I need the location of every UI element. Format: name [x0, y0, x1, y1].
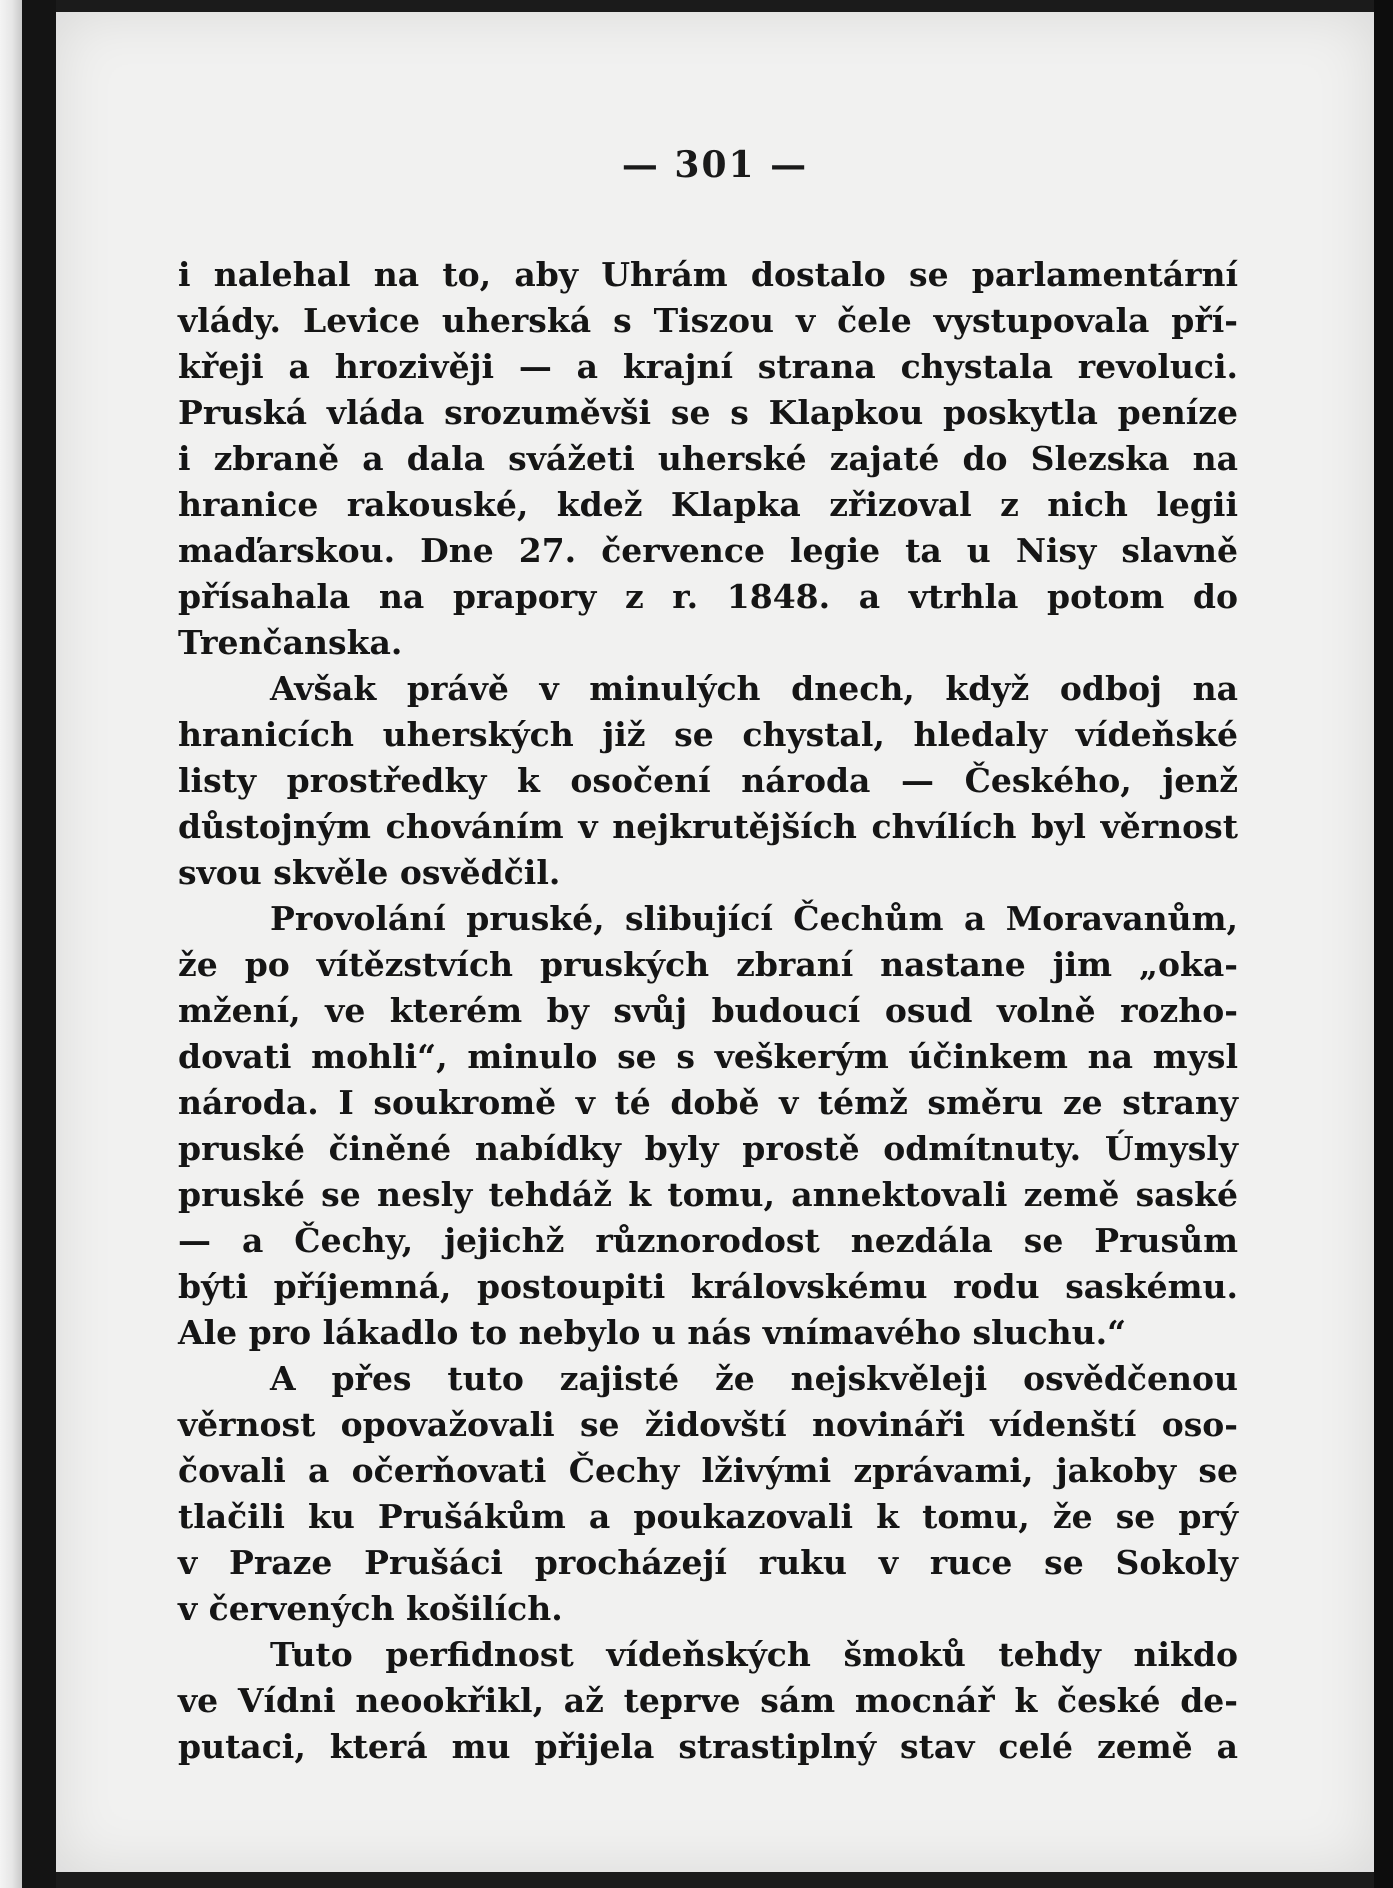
text-line: pruské se nesly tehdáž k tomu, annektovali země saské — [178, 1175, 1238, 1214]
text-line: hranicích uherských již se chystal, hledaly vídeňské — [178, 715, 1238, 754]
text-line: býti příjemná, postoupiti královskému rodu saskému. — [178, 1267, 1238, 1306]
text-line: že po vítězstvích pruských zbraní nastane jim „oka- — [178, 945, 1238, 984]
text-line: svou skvěle osvědčil. — [178, 853, 561, 892]
text-line: Pruská vláda srozuměvši se s Klapkou poskytla peníze — [178, 393, 1238, 432]
text-line: Avšak právě v minulých dnech, když odboj na — [270, 669, 1238, 708]
text-line: Provolání pruské, slibující Čechům a Moravanům, — [270, 899, 1238, 938]
text-line: mžení, ve kterém by svůj budoucí osud volně rozho- — [178, 991, 1238, 1030]
text-line: přísahala na prapory z r. 1848. a vtrhla potom do — [178, 577, 1238, 616]
page-number: — 301 — — [621, 144, 809, 186]
text-line: ve Vídni neookřikl, až teprve sám mocnář k české de- — [178, 1681, 1238, 1720]
text-line: maďarskou. Dne 27. července legie ta u Nisy slavně — [178, 531, 1238, 570]
text-line: pruské činěné nabídky byly prostě odmítnuty. Úmysly — [178, 1129, 1238, 1168]
text-line: Tuto perfidnost vídeňských šmoků tehdy nikdo — [270, 1635, 1238, 1674]
text-line: A přes tuto zajisté že nejskvěleji osvědčenou — [270, 1359, 1238, 1398]
text-line: i nalehal na to, aby Uhrám dostalo se parlamentární — [178, 255, 1238, 294]
scan-gutter — [22, 0, 56, 1888]
text-line: vlády. Levice uherská s Tiszou v čele vystupovala pří- — [178, 301, 1238, 340]
text-line: čovali a očerňovati Čechy lživými zprávami, jakoby se — [178, 1451, 1238, 1490]
text-line: věrnost opovažovali se židovští novináři vídenští oso- — [178, 1405, 1238, 1444]
text-line: Ale pro lákadlo to nebylo u nás vnímavého sluchu.“ — [178, 1313, 1127, 1352]
body-text — [178, 252, 1238, 1770]
text-line: hranice rakouské, kdež Klapka zřizoval z nich legii — [178, 485, 1238, 524]
text-line: důstojným chováním v nejkrutějších chvílích byl věrnost — [178, 807, 1238, 846]
text-line: národa. I soukromě v té době v témž směru ze strany — [178, 1083, 1238, 1122]
text-line: dovati mohli“, minulo se s veškerým účinkem na mysl — [178, 1037, 1238, 1076]
text-line: — a Čechy, jejichž různorodost nezdála se Prusům — [178, 1221, 1238, 1260]
text-line: v Praze Prušáci procházejí ruku v ruce se Sokoly — [178, 1543, 1238, 1582]
text-line: i zbraně a dala svážeti uherské zajaté do Slezska na — [178, 439, 1238, 478]
book-page — [56, 12, 1374, 1872]
text-line: v červených košilích. — [178, 1589, 563, 1628]
adjacent-page-edge — [0, 0, 22, 1888]
text-line: tlačili ku Prušákům a poukazovali k tomu, že se prý — [178, 1497, 1238, 1536]
text-line: Trenčanska. — [178, 623, 403, 662]
text-line: křeji a hrozivěji — a krajní strana chystala revoluci. — [178, 347, 1238, 386]
text-line: listy prostředky k osočení národa — Českého, jenž — [178, 761, 1238, 800]
text-line: putaci, která mu přijela strastiplný stav celé země a — [178, 1727, 1238, 1766]
scan-border — [1374, 0, 1393, 1888]
